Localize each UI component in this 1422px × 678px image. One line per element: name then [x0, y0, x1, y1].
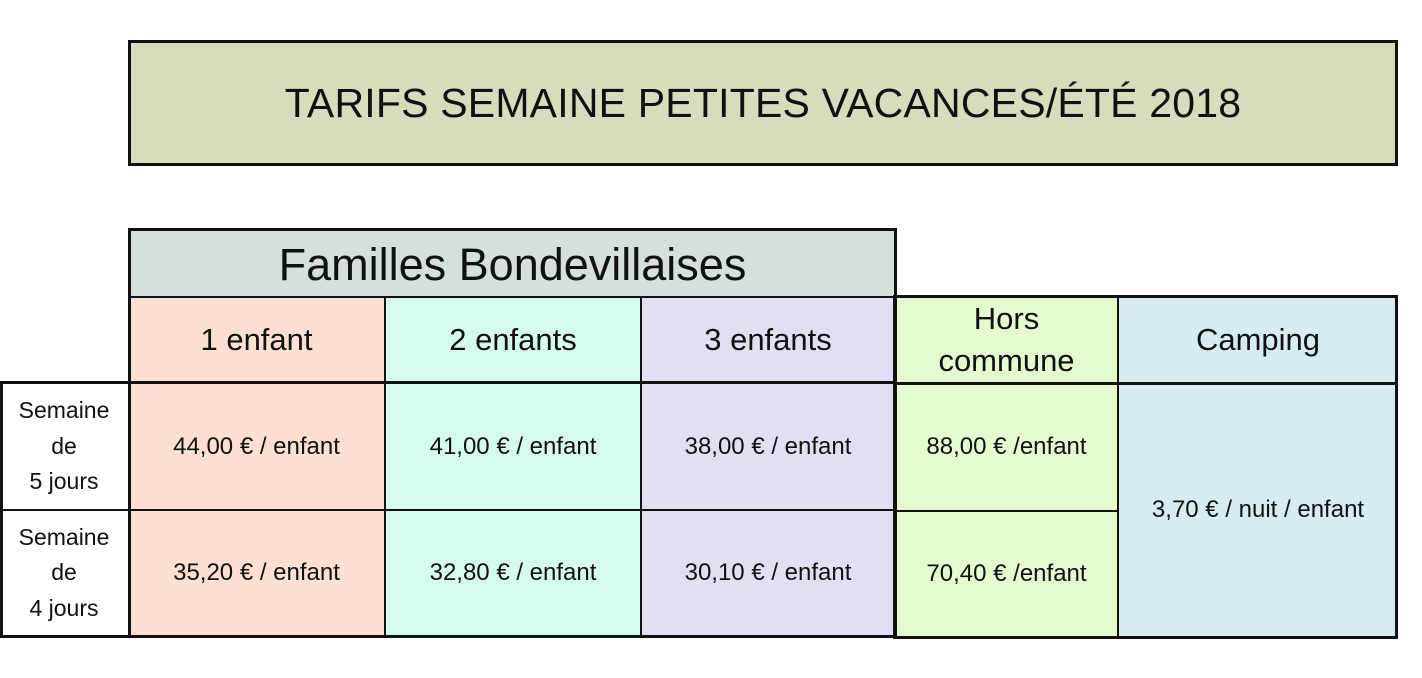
- divider: [640, 296, 642, 638]
- column-header-1-enfant: 1 enfant: [128, 297, 385, 383]
- divider: [1117, 295, 1119, 639]
- price-cell: 35,20 € / enfant: [128, 510, 385, 636]
- camping-price-cell: 3,70 € / nuit / enfant: [1118, 383, 1398, 637]
- price-cell: 44,00 € / enfant: [128, 383, 385, 510]
- price-cell: 88,00 € /enfant: [895, 383, 1118, 511]
- row-label-4-jours: Semaine de 4 jours: [0, 510, 128, 636]
- column-header-hors-commune: Hors commune: [895, 297, 1118, 383]
- column-header-2-enfants: 2 enfants: [385, 297, 641, 383]
- price-cell: 30,10 € / enfant: [641, 510, 895, 636]
- divider: [384, 296, 386, 638]
- group-header: Familles Bondevillaises: [128, 228, 897, 298]
- price-cell: 70,40 € /enfant: [895, 511, 1118, 637]
- divider: [893, 382, 1398, 385]
- column-header-camping: Camping: [1118, 297, 1398, 383]
- row-label-5-jours: Semaine de 5 jours: [0, 383, 128, 510]
- column-header-3-enfants: 3 enfants: [641, 297, 895, 383]
- divider: [893, 510, 1118, 512]
- page-title: TARIFS SEMAINE PETITES VACANCES/ÉTÉ 2018: [128, 40, 1398, 166]
- divider: [0, 509, 897, 511]
- divider: [128, 296, 897, 298]
- price-cell: 41,00 € / enfant: [385, 383, 641, 510]
- price-cell: 38,00 € / enfant: [641, 383, 895, 510]
- price-cell: 32,80 € / enfant: [385, 510, 641, 636]
